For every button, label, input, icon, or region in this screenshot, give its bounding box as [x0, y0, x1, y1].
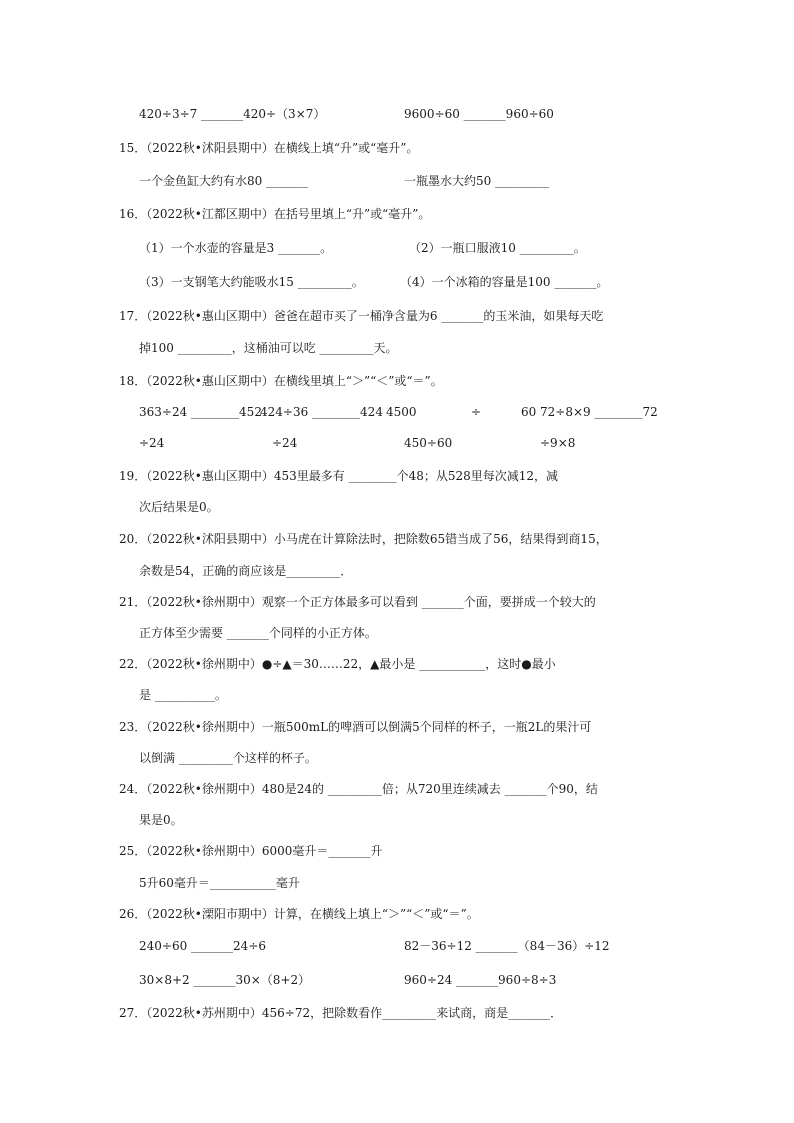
question-21-line2: 正方体至少需要 _______个同样的小正方体。 [139, 626, 377, 640]
q16-part-4: （4）一个冰箱的容量是100 _______。 [400, 275, 609, 289]
q18-c-line2: 450÷60 [404, 436, 453, 450]
q25-part-b: 5升60毫升＝___________毫升 [139, 876, 300, 890]
line-l0b: 9600÷60 _______960÷60 [404, 107, 554, 121]
question-23-line1: 23．（2022秋•徐州期中）一瓶500mL的啤酒可以倒满5个同样的杯子，一瓶2L的果汁可 [119, 720, 592, 734]
question-26: 26．（2022秋•溧阳市期中）计算，在横线上填上“＞”“＜”或“＝”。 [119, 907, 479, 921]
q26-part-a: 240÷60 _______24÷6 [139, 939, 267, 953]
question-21-line1: 21．（2022秋•徐州期中）观察一个正方体最多可以看到 _______个面，要拼成一个较大的 [119, 595, 596, 609]
q18-c-divide: ÷ [471, 405, 482, 419]
question-19-line2: 次后结果是0。 [139, 500, 219, 514]
question-15: 15．（2022秋•沭阳县期中）在横线上填“升”或“毫升”。 [119, 141, 419, 155]
q26-part-b: 82－36÷12 _______（84－36）÷12 [404, 939, 610, 953]
q18-a-line2: ÷24 [139, 436, 165, 450]
question-16: 16．（2022秋•江都区期中）在括号里填上“升”或“毫升”。 [119, 207, 431, 221]
q16-part-3: （3）一支钢笔大约能吸水15 _________。 [139, 275, 364, 289]
question-17-line1: 17．（2022秋•惠山区期中）爸爸在超市买了一桶净含量为6 _______的玉米油，如果每天吃 [119, 309, 604, 323]
q18-e-line1: 72÷8×9 ________72 [540, 405, 658, 419]
question-27: 27．（2022秋•苏州期中）456÷72，把除数看作_________来试商，商是_______． [119, 1006, 563, 1020]
q18-d-line1: 60 [521, 405, 537, 419]
q18-b-line2: ÷24 [272, 436, 298, 450]
q16-part-1: （1）一个水壶的容量是3 _______。 [139, 241, 333, 255]
question-24-line1: 24．（2022秋•徐州期中）480是24的 _________倍；从720里连续减去 _______个90，结 [119, 782, 598, 796]
question-24-line2: 果是0。 [139, 813, 183, 827]
q15-part-a: 一个金鱼缸大约有水80 _______ [139, 174, 309, 188]
q15-part-b: 一瓶墨水大约50 _________ [404, 174, 550, 188]
line-l0a: 420÷3÷7 _______420÷（3×7） [139, 107, 326, 121]
q18-c-line1: 4500 [386, 405, 417, 419]
q18-b-line1: 424÷36 ________424 [260, 405, 383, 419]
q26-part-c: 30×8+2 _______30×（8+2） [139, 973, 311, 987]
question-19-line1: 19．（2022秋•惠山区期中）453里最多有 ________个48；从528里每次减12，减 [119, 469, 559, 483]
question-20-line2: 余数是54，正确的商应该是_________． [139, 564, 353, 578]
question-22-line1: 22．（2022秋•徐州期中）●÷▲＝30……22，▲最小是 ___________，这时●最小 [119, 657, 556, 671]
q18-e-line2: ÷9×8 [540, 436, 576, 450]
question-20-line1: 20．（2022秋•沭阳县期中）小马虎在计算除法时，把除数65错当成了56，结果得到商15， [119, 532, 608, 546]
q16-part-2: （2）一瓶口服液10 _________。 [409, 241, 586, 255]
q26-part-d: 960÷24 _______960÷8÷3 [404, 973, 557, 987]
q18-a-line1: 363÷24 ________452 [139, 405, 262, 419]
question-22-line2: 是 __________。 [139, 688, 227, 702]
question-23-line2: 以倒满 _________个这样的杯子。 [139, 751, 317, 765]
question-18: 18．（2022秋•惠山区期中）在横线里填上“＞”“＜”或“＝”。 [119, 374, 443, 388]
question-17-line2: 掉100 _________，这桶油可以吃 _________天。 [139, 341, 398, 355]
question-25: 25．（2022秋•徐州期中）6000毫升＝_______升 [119, 844, 383, 858]
